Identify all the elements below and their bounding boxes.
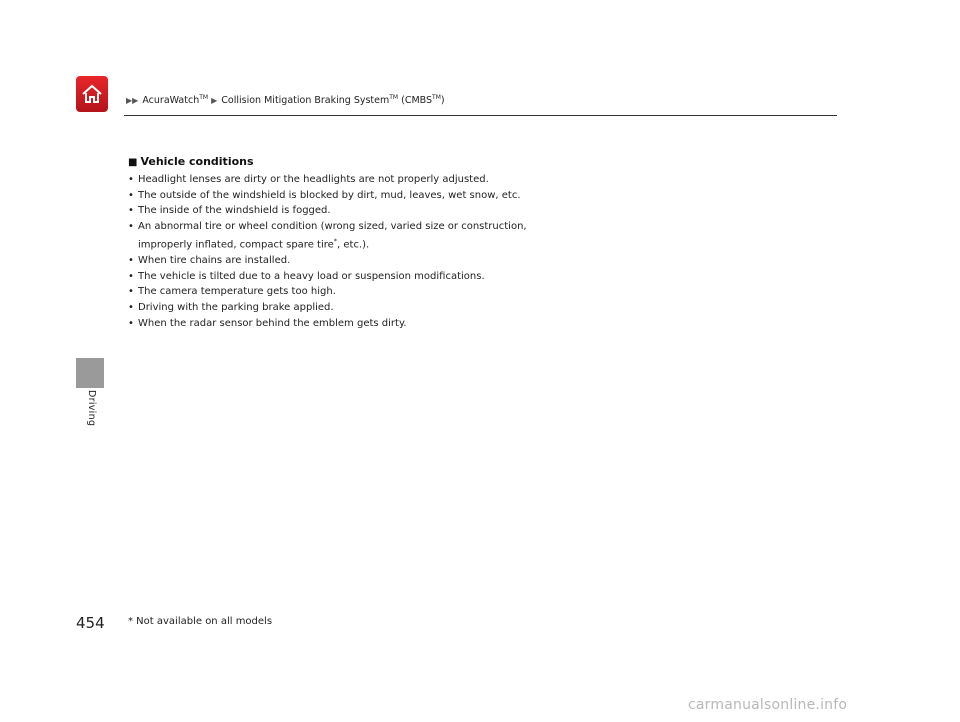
square-bullet-icon: ■ bbox=[128, 157, 138, 168]
list-item: • When the radar sensor behind the emblem gets dirty. bbox=[128, 316, 828, 332]
list-item: • The inside of the windshield is fogged. bbox=[128, 203, 828, 219]
header-rule bbox=[124, 115, 837, 116]
bullet-icon: • bbox=[128, 205, 134, 217]
bullet-icon: • bbox=[128, 270, 134, 282]
breadcrumb-cmbs[interactable]: Collision Mitigation Braking System™ (CMBS™) bbox=[221, 94, 445, 107]
condition-list bbox=[128, 172, 828, 331]
section-title: ■ Vehicle conditions bbox=[128, 155, 254, 168]
breadcrumb-arrow-icon: ▶ bbox=[211, 96, 218, 106]
side-tab-label: Driving bbox=[86, 390, 97, 427]
page-number: 454 bbox=[76, 614, 105, 632]
watermark: carmanualsonline.info bbox=[688, 697, 848, 713]
side-tab-marker bbox=[76, 358, 104, 388]
vehicle-conditions-section bbox=[128, 154, 828, 331]
list-item: • When tire chains are installed. bbox=[128, 253, 828, 269]
list-item: • The outside of the windshield is blocked by dirt, mud, leaves, wet snow, etc. bbox=[128, 188, 828, 204]
bullet-icon: • bbox=[128, 220, 134, 232]
list-item: • Headlight lenses are dirty or the headlights are not properly adjusted. bbox=[128, 172, 828, 188]
footnote: * Not available on all models bbox=[128, 616, 273, 627]
list-item: • The camera temperature gets too high. bbox=[128, 284, 828, 300]
breadcrumb-arrow-icon: ▶▶ bbox=[126, 96, 139, 106]
bullet-icon: • bbox=[128, 317, 134, 329]
bullet-icon: • bbox=[128, 189, 134, 201]
bullet-icon: • bbox=[128, 302, 134, 314]
bullet-icon: • bbox=[128, 286, 134, 298]
bullet-icon: • bbox=[128, 174, 134, 185]
breadcrumb bbox=[126, 94, 445, 106]
list-item: • An abnormal tire or wheel condition (wrong sized, varied size or construction, improperly inflated, compact spare tire*, etc.). bbox=[128, 220, 527, 251]
list-item: • The vehicle is tilted due to a heavy load or suspension modifications. bbox=[128, 269, 828, 285]
home-icon bbox=[80, 82, 104, 106]
breadcrumb-acurawatch[interactable]: AcuraWatch™ bbox=[142, 94, 209, 107]
home-button[interactable] bbox=[76, 76, 108, 112]
list-item: • Driving with the parking brake applied. bbox=[128, 300, 828, 316]
bullet-icon: • bbox=[128, 255, 134, 267]
